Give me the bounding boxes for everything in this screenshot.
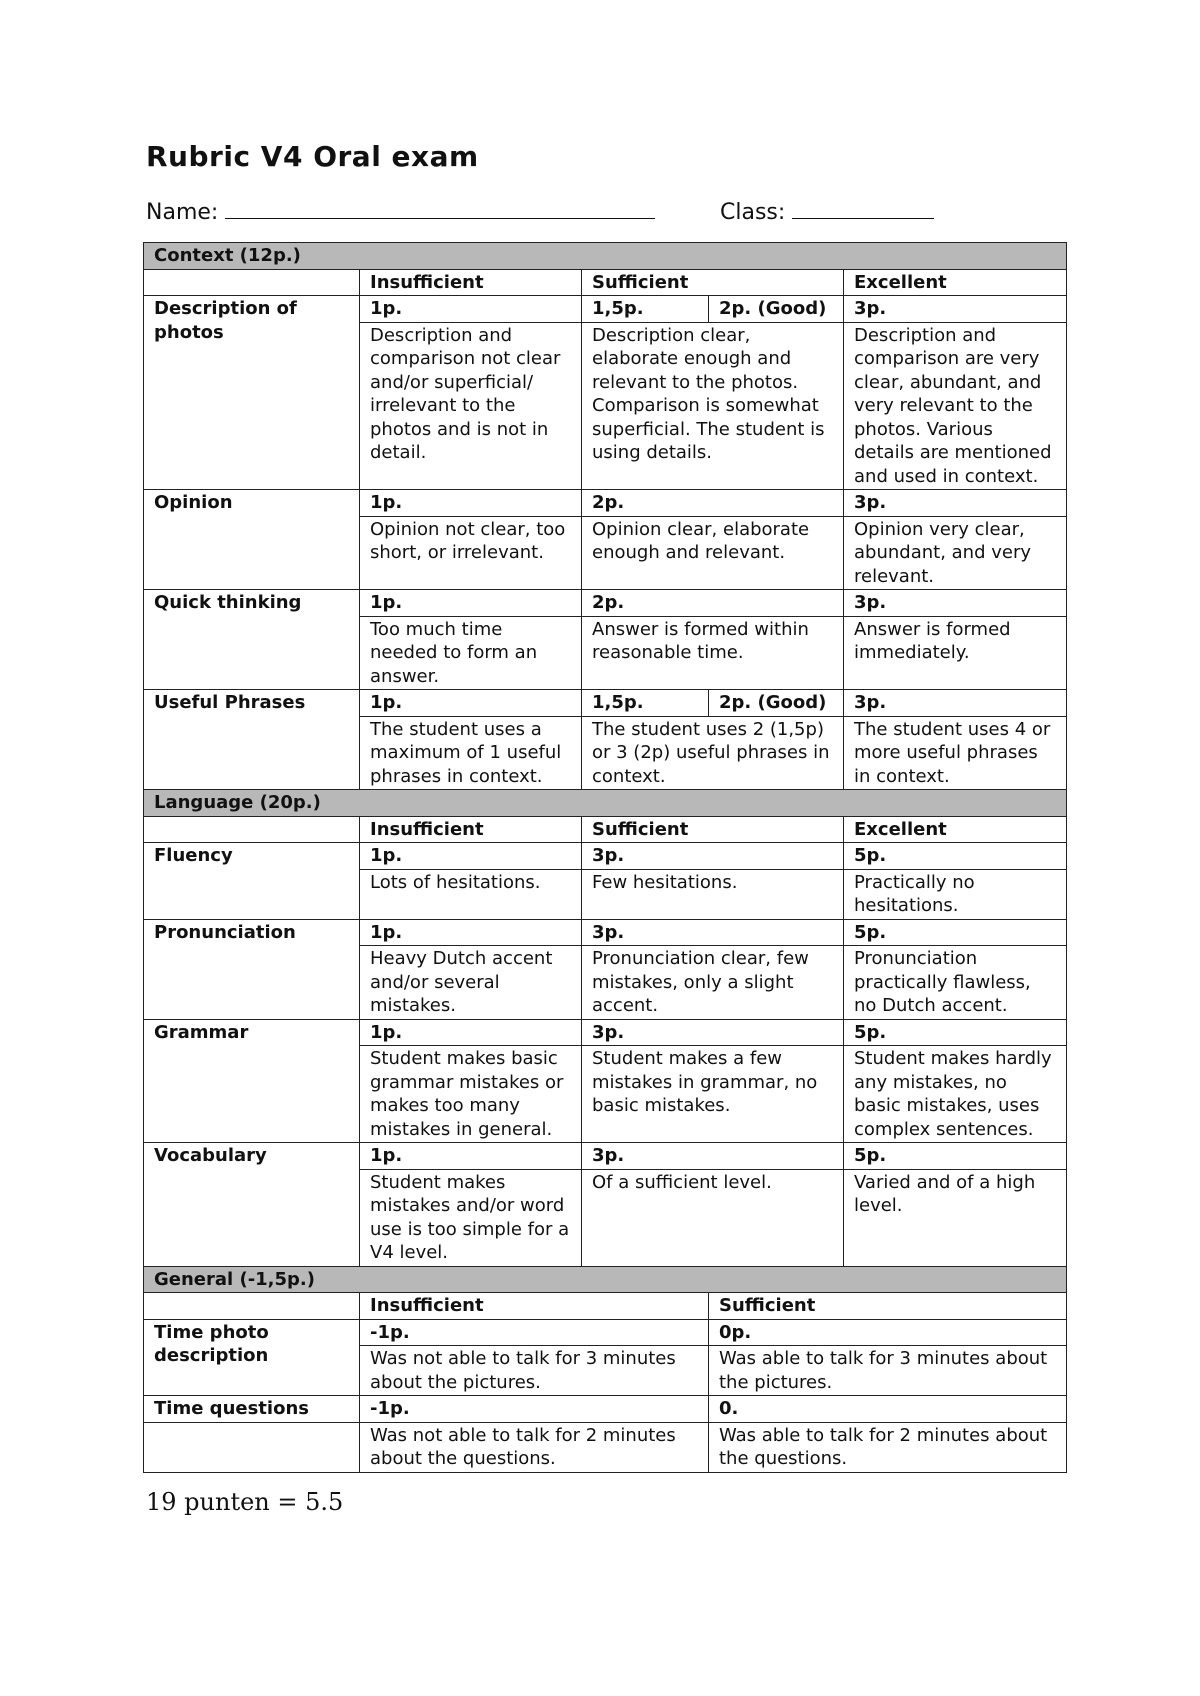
points-row [144,1319,1067,1346]
points: 5p. [844,919,1067,946]
descriptor: Varied and of a high level. [844,1169,1067,1266]
points: 2p. [582,490,844,517]
section-row-general [144,1266,1067,1293]
points: 3p. [582,843,844,870]
descriptor: Answer is formed within reasonable time. [582,616,844,690]
criterion-label: Useful Phrases [144,690,360,790]
name-line [146,198,655,225]
criterion-label: Fluency [144,843,360,920]
points-row [144,1143,1067,1170]
level-insufficient: Insufficient [360,816,582,843]
page-title: Rubric V4 Oral exam [146,140,479,173]
points: 5p. [844,1019,1067,1046]
points: 0p. [709,1319,1067,1346]
points: 1p. [360,1019,582,1046]
description-row [144,1422,1067,1472]
points-row [144,590,1067,617]
name-label: Name: [146,200,219,225]
criterion-label: Pronunciation [144,919,360,1019]
level-sufficient: Sufficient [582,269,844,296]
descriptor: Few hesitations. [582,869,844,919]
points: 3p. [582,1019,844,1046]
descriptor: The student uses a maximum of 1 useful phrases in context. [360,716,582,790]
points: 5p. [844,1143,1067,1170]
points: 1p. [360,919,582,946]
criterion-label: Opinion [144,490,360,590]
descriptor: Opinion clear, elaborate enough and relevant. [582,516,844,590]
points: 1p. [360,690,582,717]
section-heading: General (-1,5p.) [144,1266,1067,1293]
points: -1p. [360,1396,709,1423]
descriptor: Student makes basic grammar mistakes or makes too many mistakes in general. [360,1046,582,1143]
descriptor: The student uses 2 (1,5p) or 3 (2p) useful phrases in context. [582,716,844,790]
criterion-label: Grammar [144,1019,360,1143]
level-header-row [144,1293,1067,1320]
points: 3p. [844,296,1067,323]
section-heading: Language (20p.) [144,790,1067,817]
descriptor: Was able to talk for 2 minutes about the questions. [709,1422,1067,1472]
points: 3p. [844,590,1067,617]
class-line [720,198,934,225]
section-row-language [144,790,1067,817]
descriptor: Answer is formed immediately. [844,616,1067,690]
points: 1p. [360,843,582,870]
points: 3p. [844,690,1067,717]
criterion-label: Description of photos [144,296,360,490]
score-note: 19 punten = 5.5 [146,1488,344,1516]
descriptor: Student makes hardly any mistakes, no basic mistakes, uses complex sentences. [844,1046,1067,1143]
descriptor: Was not able to talk for 2 minutes about the questions. [360,1422,709,1472]
points: 3p. [582,919,844,946]
level-insufficient: Insufficient [360,1293,709,1320]
descriptor: Description and comparison are very clear, abundant, and very relevant to the photos. Various details are mentioned and used in context. [844,322,1067,490]
points: 3p. [844,490,1067,517]
criterion-label: Time photo description [144,1319,360,1396]
criterion-label: Time questions [144,1396,360,1423]
level-excellent: Excellent [844,269,1067,296]
class-label: Class: [720,200,786,225]
section-heading: Context (12p.) [144,243,1067,270]
descriptor: Opinion very clear, abundant, and very relevant. [844,516,1067,590]
points-row [144,296,1067,323]
section-row-context [144,243,1067,270]
points: 0. [709,1396,1067,1423]
points-row [144,1019,1067,1046]
descriptor: The student uses 4 or more useful phrases in context. [844,716,1067,790]
points: 1,5p. [582,690,709,717]
descriptor: Pronunciation practically flawless, no Dutch accent. [844,946,1067,1020]
descriptor: Description clear, elaborate enough and relevant to the photos. Comparison is somewhat superficial. The student is using details. [582,322,844,490]
descriptor: Student makes mistakes and/or word use is too simple for a V4 level. [360,1169,582,1266]
level-sufficient: Sufficient [582,816,844,843]
criterion-label: Quick thinking [144,590,360,690]
level-sufficient: Sufficient [709,1293,1067,1320]
descriptor: Was not able to talk for 3 minutes about the pictures. [360,1346,709,1396]
descriptor: Heavy Dutch accent and/or several mistakes. [360,946,582,1020]
descriptor: Pronunciation clear, few mistakes, only a slight accent. [582,946,844,1020]
points: 3p. [582,1143,844,1170]
descriptor: Was able to talk for 3 minutes about the pictures. [709,1346,1067,1396]
points-row [144,690,1067,717]
points-row [144,490,1067,517]
points: 5p. [844,843,1067,870]
descriptor: Practically no hesitations. [844,869,1067,919]
points: 1p. [360,296,582,323]
name-blank[interactable] [225,198,655,219]
points: 1p. [360,1143,582,1170]
points: 1p. [360,490,582,517]
level-header-row [144,269,1067,296]
points-row [144,919,1067,946]
points: 2p. [582,590,844,617]
criterion-label: Vocabulary [144,1143,360,1267]
points: 1p. [360,590,582,617]
descriptor: Opinion not clear, too short, or irrelevant. [360,516,582,590]
rubric-table [143,242,1067,1473]
points: 2p. (Good) [709,296,844,323]
descriptor: Student makes a few mistakes in grammar, no basic mistakes. [582,1046,844,1143]
points-row [144,843,1067,870]
points-row [144,1396,1067,1423]
level-excellent: Excellent [844,816,1067,843]
points: -1p. [360,1319,709,1346]
class-blank[interactable] [792,198,934,219]
descriptor: Of a sufficient level. [582,1169,844,1266]
level-insufficient: Insufficient [360,269,582,296]
descriptor: Lots of hesitations. [360,869,582,919]
descriptor: Description and comparison not clear and/or superficial/ irrelevant to the photos and is not in detail. [360,322,582,490]
points: 2p. (Good) [709,690,844,717]
points: 1,5p. [582,296,709,323]
level-header-row [144,816,1067,843]
descriptor: Too much time needed to form an answer. [360,616,582,690]
